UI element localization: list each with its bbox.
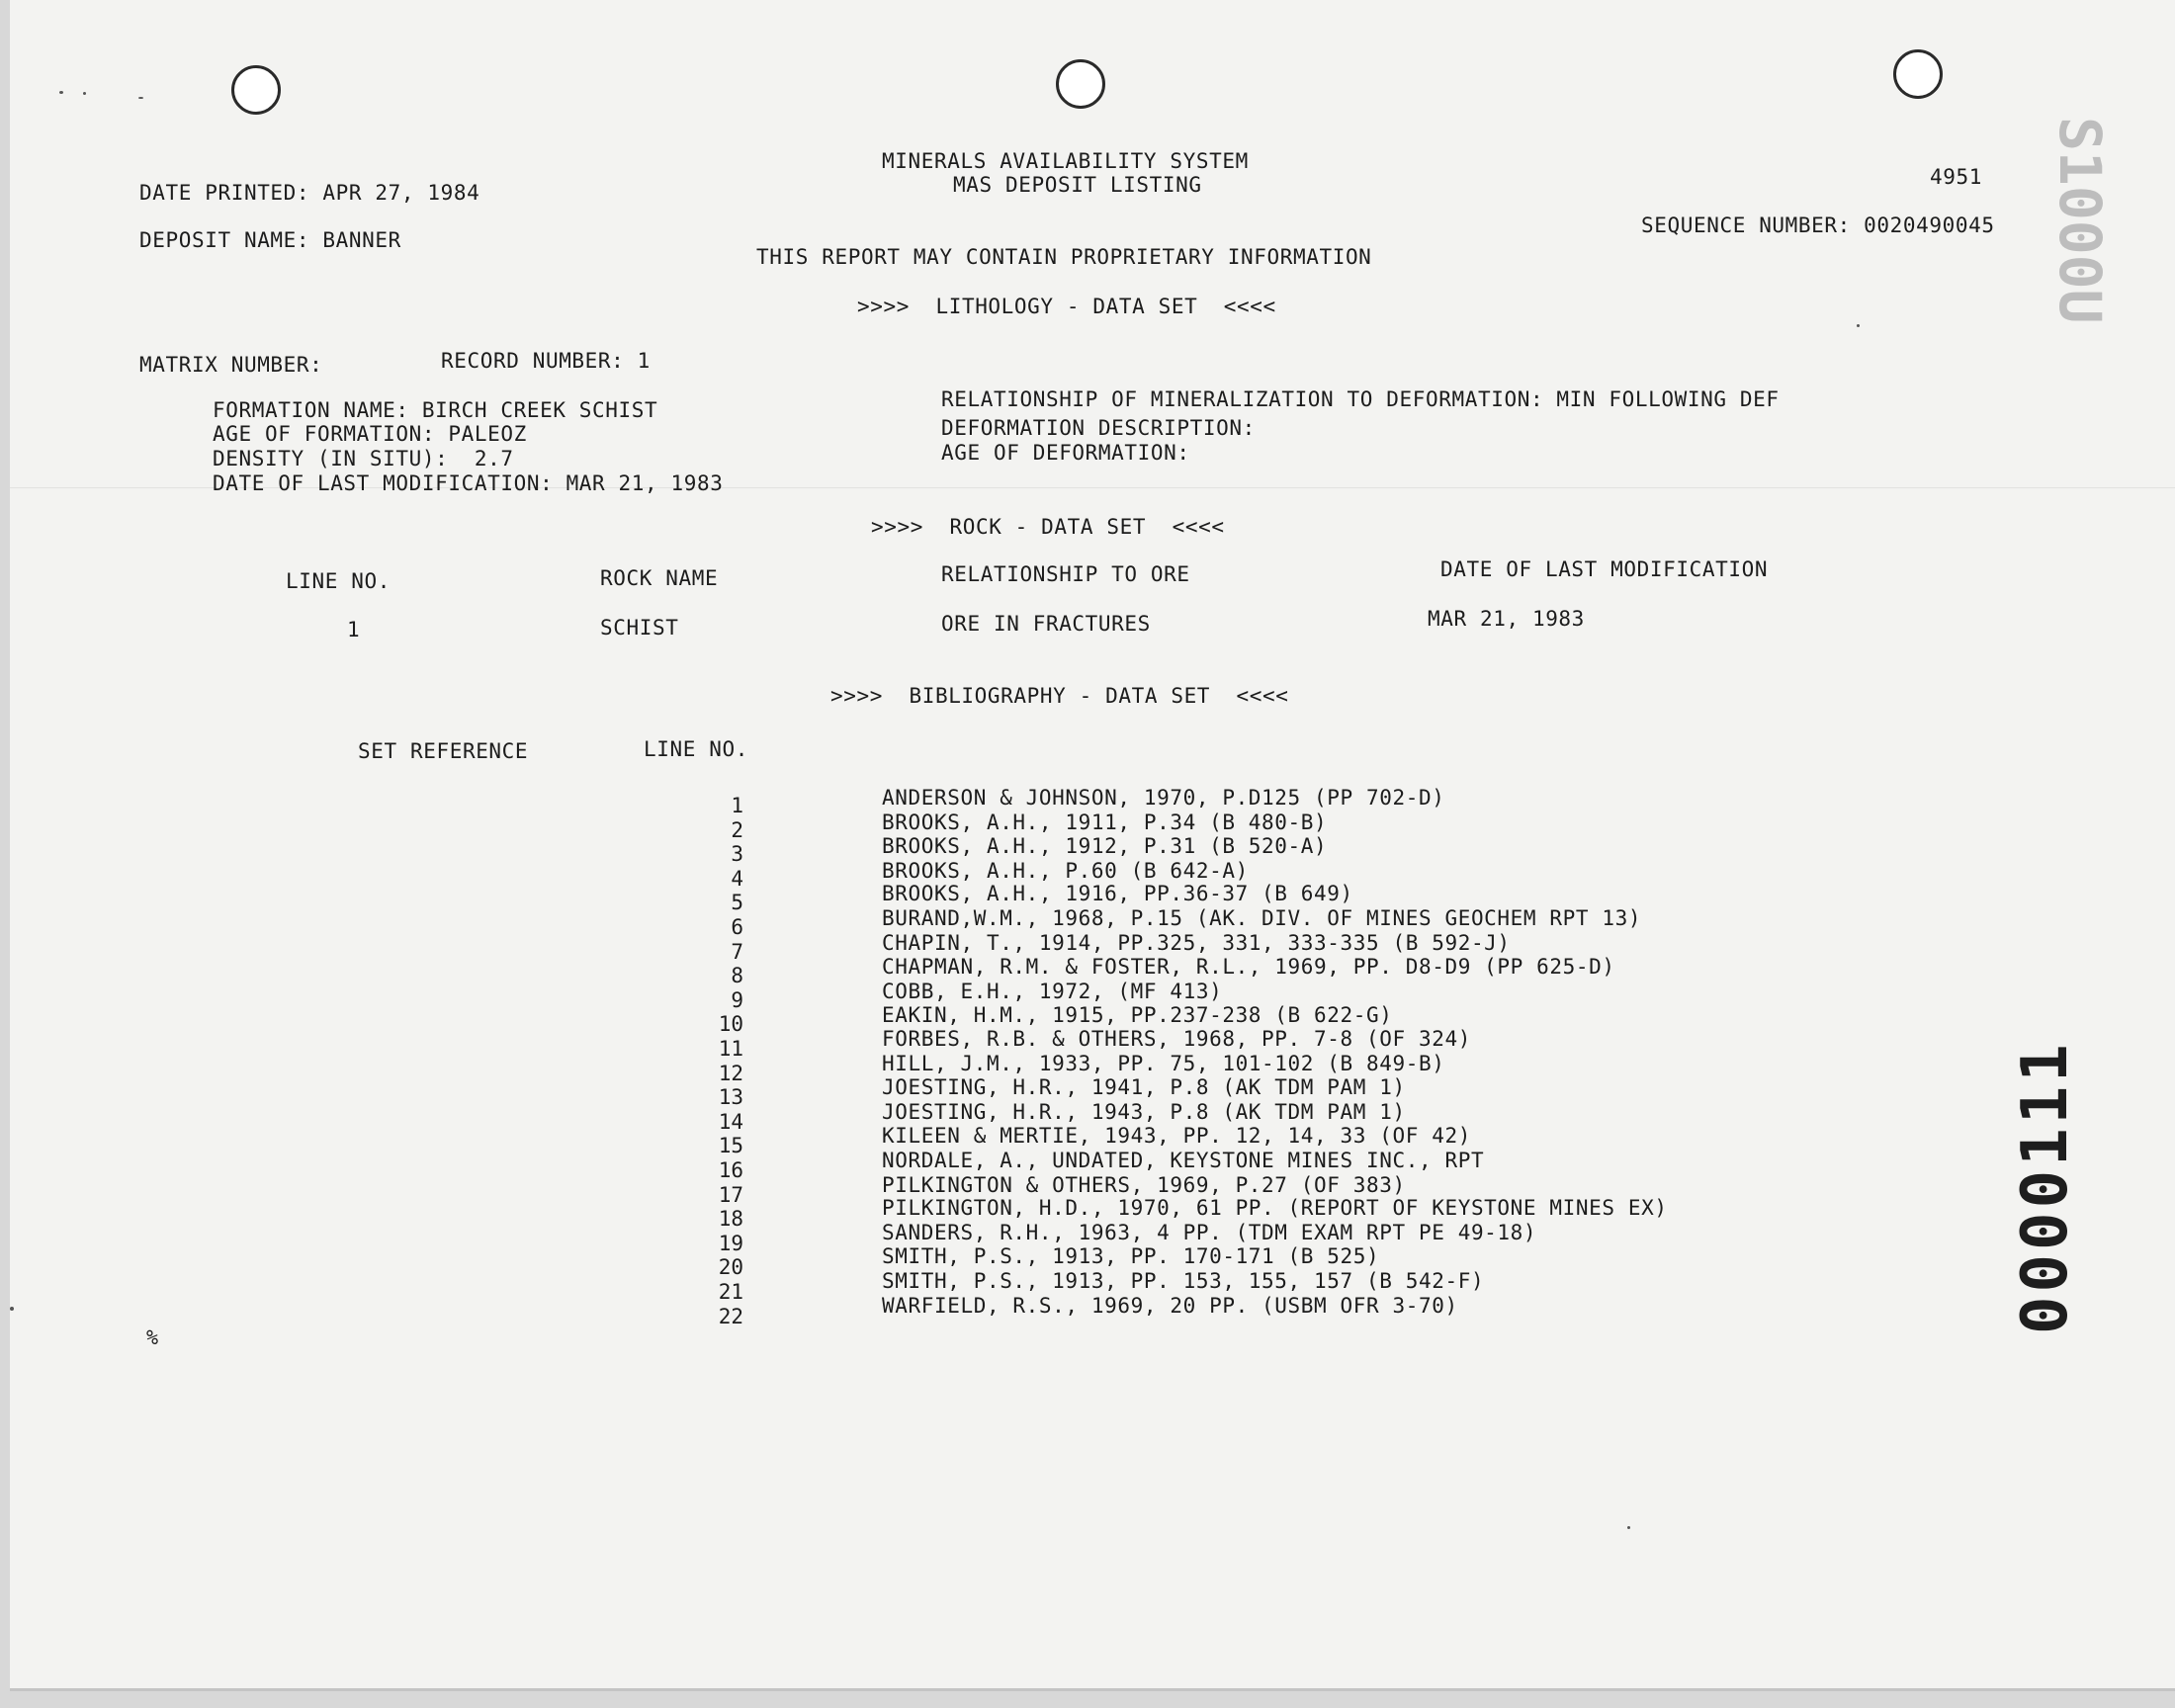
- bibliography-reference: BROOKS, A.H., P.60 (B 642-A): [882, 858, 1249, 883]
- document-page: [10, 0, 2175, 1691]
- scan-speck: [10, 1307, 14, 1311]
- bibliography-line-number: 15: [718, 1134, 743, 1158]
- bibliography-reference: SANDERS, R.H., 1963, 4 PP. (TDM EXAM RPT PE 49-18): [882, 1220, 1537, 1244]
- scan-speck: [1857, 324, 1860, 327]
- bibliography-reference: CHAPMAN, R.M. & FOSTER, R.L., 1969, PP. D8-D9 (PP 625-D): [882, 955, 1615, 980]
- age-of-formation: AGE OF FORMATION: PALEOZ: [213, 422, 527, 446]
- density: DENSITY (IN SITU): 2.7: [213, 447, 514, 470]
- bibliography-reference: SMITH, P.S., 1913, PP. 153, 155, 157 (B 542-F): [882, 1269, 1485, 1293]
- bibliography-line-number: 9: [731, 987, 743, 1012]
- bibliography-line-number: 22: [718, 1304, 743, 1328]
- footer-mark: %: [146, 1325, 159, 1349]
- bibliography-reference: BROOKS, A.H., 1916, PP.36-37 (B 649): [882, 882, 1353, 906]
- scan-speck: [83, 92, 86, 95]
- deposit-name: DEPOSIT NAME: BANNER: [139, 228, 401, 252]
- rock-col-line-no: LINE NO.: [286, 569, 391, 593]
- bibliography-line-number: 4: [731, 866, 743, 891]
- bibliography-line-number: 18: [718, 1207, 743, 1232]
- bibliography-reference: JOESTING, H.R., 1943, P.8 (AK TDM PAM 1): [882, 1099, 1406, 1124]
- binder-hole-center: [1056, 59, 1105, 109]
- bibliography-reference: SMITH, P.S., 1913, PP. 170-171 (B 525): [882, 1244, 1380, 1269]
- bibliography-reference: ANDERSON & JOHNSON, 1970, P.D125 (PP 702-D): [882, 786, 1445, 810]
- record-number: RECORD NUMBER: 1: [441, 349, 651, 373]
- bib-col-line-no: LINE NO.: [644, 737, 748, 761]
- system-title: MINERALS AVAILABILITY SYSTEM: [882, 149, 1249, 173]
- mineralization-relationship: RELATIONSHIP OF MINERALIZATION TO DEFORMATION: MIN FOLLOWING DEF: [941, 387, 1780, 411]
- bibliography-line-number: 1: [731, 794, 743, 817]
- bibliography-reference: BROOKS, A.H., 1912, P.31 (B 520-A): [882, 834, 1328, 859]
- scan-speck: [138, 97, 143, 99]
- rock-row-line: 1: [347, 618, 361, 641]
- bibliography-heading: >>>> BIBLIOGRAPHY - DATA SET <<<<: [830, 684, 1289, 708]
- bibliography-reference: HILL, J.M., 1933, PP. 75, 101-102 (B 849-B): [882, 1051, 1445, 1075]
- bibliography-line-number: 7: [731, 939, 743, 964]
- rock-col-relationship: RELATIONSHIP TO ORE: [941, 562, 1190, 586]
- rock-col-date: DATE OF LAST MODIFICATION: [1440, 557, 1769, 581]
- scan-speck: [1627, 1526, 1630, 1529]
- bibliography-reference: CHAPIN, T., 1914, PP.325, 331, 333-335 (B 592-J): [882, 930, 1511, 955]
- page-stamp-bottom: 0000111: [2009, 1040, 2082, 1334]
- bibliography-line-number: 14: [718, 1109, 743, 1134]
- rock-col-rock-name: ROCK NAME: [600, 566, 719, 590]
- bibliography-reference: BURAND,W.M., 1968, P.15 (AK. DIV. OF MINES GEOCHEM RPT 13): [882, 906, 1642, 930]
- bibliography-line-number: 20: [718, 1255, 743, 1280]
- bibliography-line-number: 10: [718, 1012, 743, 1037]
- lithology-heading: >>>> LITHOLOGY - DATA SET <<<<: [857, 295, 1276, 318]
- rock-row-relationship: ORE IN FRACTURES: [941, 612, 1151, 636]
- age-of-deformation: AGE OF DEFORMATION:: [941, 441, 1190, 465]
- bibliography-reference: FORBES, R.B. & OTHERS, 1968, PP. 7-8 (OF 324): [882, 1027, 1471, 1051]
- binder-hole-left: [231, 65, 281, 115]
- bibliography-line-number: 6: [731, 915, 743, 939]
- bibliography-reference: PILKINGTON, H.D., 1970, 61 PP. (REPORT OF KEYSTONE MINES EX): [882, 1196, 1668, 1221]
- bibliography-reference: NORDALE, A., UNDATED, KEYSTONE MINES INC., RPT: [882, 1149, 1485, 1172]
- bibliography-line-number: 16: [718, 1158, 743, 1182]
- proprietary-notice: THIS REPORT MAY CONTAIN PROPRIETARY INFORMATION: [756, 245, 1372, 269]
- bibliography-line-number: 17: [718, 1182, 743, 1207]
- matrix-number: MATRIX NUMBER:: [139, 353, 323, 377]
- bibliography-reference: COBB, E.H., 1972, (MF 413): [882, 979, 1223, 1003]
- bibliography-line-number: 13: [718, 1085, 743, 1110]
- sequence-number: SEQUENCE NUMBER: 0020490045: [1641, 214, 1995, 237]
- formation-name: FORMATION NAME: BIRCH CREEK SCHIST: [213, 398, 658, 422]
- date-printed: DATE PRINTED: APR 27, 1984: [139, 181, 480, 205]
- page-stamp-top: S1000U: [2046, 117, 2114, 324]
- rock-row-name: SCHIST: [600, 616, 679, 640]
- bibliography-reference: PILKINGTON & OTHERS, 1969, P.27 (OF 383): [882, 1172, 1406, 1197]
- bibliography-line-number: 2: [731, 817, 743, 842]
- bibliography-reference: WARFIELD, R.S., 1969, 20 PP. (USBM OFR 3-70): [882, 1293, 1458, 1318]
- scan-speck: [59, 91, 63, 94]
- bibliography-line-number: 3: [731, 842, 743, 867]
- bibliography-line-number: 8: [731, 964, 743, 988]
- bibliography-line-number: 19: [718, 1231, 743, 1255]
- bibliography-reference: BROOKS, A.H., 1911, P.34 (B 480-B): [882, 810, 1328, 834]
- bibliography-line-number: 12: [718, 1061, 743, 1085]
- bibliography-reference: KILEEN & MERTIE, 1943, PP. 12, 14, 33 (OF 42): [882, 1124, 1471, 1149]
- binder-hole-right: [1893, 49, 1943, 99]
- bibliography-reference: EAKIN, H.M., 1915, PP.237-238 (B 622-G): [882, 1003, 1393, 1028]
- rock-heading: >>>> ROCK - DATA SET <<<<: [871, 515, 1225, 539]
- bibliography-reference: JOESTING, H.R., 1941, P.8 (AK TDM PAM 1): [882, 1075, 1406, 1100]
- bibliography-line-number: 21: [718, 1280, 743, 1304]
- deformation-description: DEFORMATION DESCRIPTION:: [941, 416, 1256, 440]
- bib-col-set-reference: SET REFERENCE: [358, 739, 529, 763]
- date-last-modification: DATE OF LAST MODIFICATION: MAR 21, 1983: [213, 471, 724, 495]
- page-code: 4951: [1930, 165, 1982, 189]
- rock-row-date: MAR 21, 1983: [1428, 607, 1585, 631]
- bibliography-line-number: 5: [731, 891, 743, 915]
- bibliography-line-number: 11: [718, 1037, 743, 1061]
- listing-title: MAS DEPOSIT LISTING: [953, 173, 1202, 197]
